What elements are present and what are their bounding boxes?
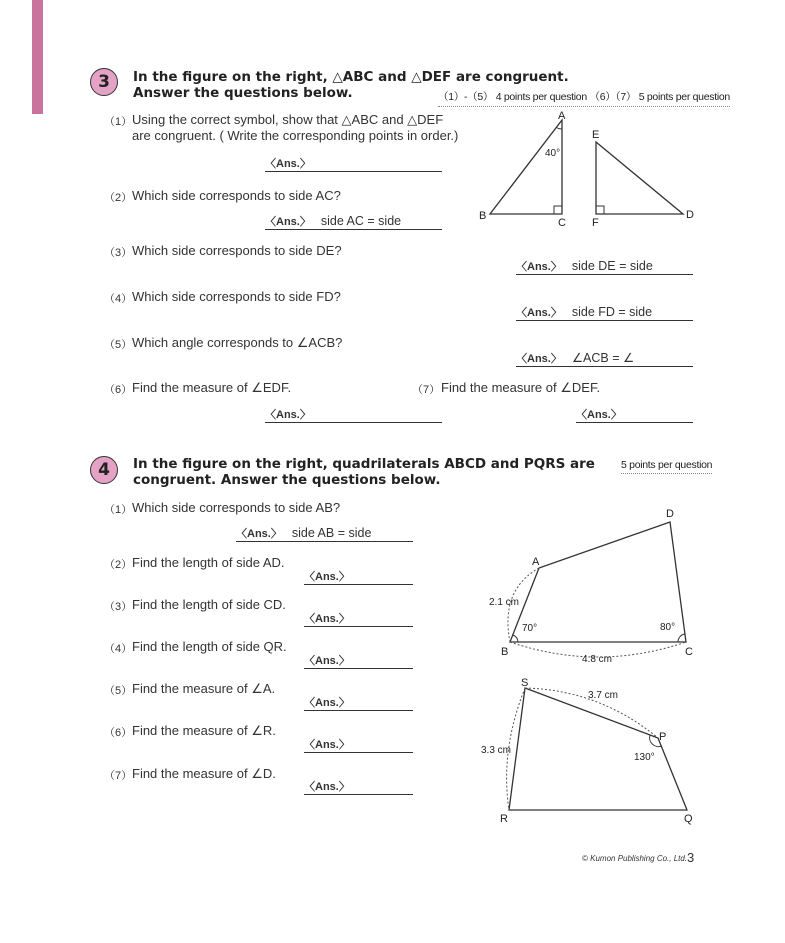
question-text: Find the measure of ∠EDF. [132,380,292,395]
triangles-figure [470,108,700,233]
question-text: Which side corresponds to side AB? [132,500,341,515]
question-number: （4） [104,643,133,655]
section-3-heading-line2: Answer the questions below. [133,85,353,101]
question-number: （7） [104,770,133,782]
question-number: （5） [104,339,133,351]
answer-field-3-7[interactable] [576,406,693,423]
answer-label: 〈Ans.〉 [304,613,350,625]
answer-label: 〈Ans.〉 [304,781,350,793]
vertex-label-e: E [592,129,600,141]
length-label-sr: 3.3 cm [481,745,512,756]
question-text: Find the length of side QR. [132,639,287,654]
vertex-label-c: C [685,646,693,658]
answer-field-4-7[interactable] [304,778,413,795]
vertex-label-b: B [479,210,487,222]
answer-field-3-1[interactable] [265,155,442,172]
length-label-ab: 2.1 cm [489,597,520,608]
answer-field-3-5[interactable] [516,350,693,367]
answer-field-4-6[interactable] [304,736,413,753]
answer-field-4-4[interactable] [304,652,413,669]
question-text: Find the measure of ∠D. [132,766,276,781]
question-text: Find the measure of ∠DEF. [441,380,601,395]
section-3-points: （1）-（5） 4 points per question （6）（7） 5 points per question [438,89,730,107]
question-number: （3） [104,601,133,613]
vertex-label-a: A [558,110,566,122]
question-number: （6） [104,727,133,739]
question-text-line1: Using the correct symbol, show that △ABC and △DEF [132,112,444,127]
question-number: （3） [104,247,133,259]
angle-label-a: 40° [545,148,561,159]
question-number: （1） [104,504,133,516]
question-text: Which side corresponds to side AC? [132,188,341,203]
answer-field-4-1[interactable] [236,525,413,542]
vertex-label-p: P [659,731,667,743]
question-number: （4） [104,293,133,305]
vertex-label-f: F [592,217,599,229]
quadrilateral-pqrs [509,688,687,810]
triangle-abc [490,120,562,214]
answer-field-4-2[interactable] [304,568,413,585]
right-angle-mark-c [554,206,562,214]
answer-label: 〈Ans.〉 [265,158,311,170]
vertex-label-r: R [500,813,508,825]
answer-prefix: side AB = side [291,526,372,540]
angle-label-b: 70° [522,623,538,634]
angle-arc-b [513,635,518,642]
answer-label: 〈Ans.〉 [304,739,350,751]
answer-label: 〈Ans.〉 [576,409,622,421]
section-4-points: 5 points per question [621,459,712,474]
question-text [132,112,458,144]
answer-field-3-3[interactable] [516,258,693,275]
answer-prefix: ∠ACB = ∠ [571,351,635,365]
section-3-heading-line1: In the figure on the right, △ABC and △DEF are congruent. [133,69,569,85]
answer-label: 〈Ans.〉 [304,697,350,709]
section-4-heading-line2: congruent. Answer the questions below. [133,472,441,488]
question-number: （2） [104,559,133,571]
vertex-label-s: S [521,677,529,689]
vertex-label-a: A [532,556,540,568]
vertex-label-d: D [686,209,694,221]
page-accent-bar [32,0,43,114]
question-text: Which side corresponds to side DE? [132,243,342,258]
section-4-heading-line1: In the figure on the right, quadrilaterals ABCD and PQRS are [133,456,595,472]
question-text: Find the measure of ∠R. [132,723,276,738]
question-text: Find the length of side CD. [132,597,286,612]
vertex-label-q: Q [684,813,693,825]
question-text: Which side corresponds to side FD? [132,289,341,304]
section-4-number-badge: 4 [90,456,118,484]
answer-label: 〈Ans.〉 [516,261,562,273]
answer-label: 〈Ans.〉 [516,353,562,365]
vertex-label-b: B [501,646,509,658]
answer-field-4-3[interactable] [304,610,413,627]
question-number: （2） [104,192,133,204]
answer-label: 〈Ans.〉 [265,216,311,228]
question-text: Find the measure of ∠A. [132,681,276,696]
copyright-notice: © Kumon Publishing Co., Ltd. [582,854,688,863]
question-text: Which angle corresponds to ∠ACB? [132,335,343,350]
answer-label: 〈Ans.〉 [304,655,350,667]
answer-prefix: side AC = side [320,214,402,228]
answer-field-3-4[interactable] [516,304,693,321]
answer-label: 〈Ans.〉 [265,409,311,421]
page-number: 3 [687,850,695,865]
question-number: （6） [104,384,133,396]
answer-field-3-6[interactable] [265,406,442,423]
question-text: Find the length of side AD. [132,555,285,570]
question-text-line2: are congruent. ( Write the corresponding points in order.) [132,128,459,143]
right-angle-mark-f [596,206,604,214]
answer-label: 〈Ans.〉 [236,528,282,540]
quadrilaterals-figure [470,500,710,835]
triangle-def [596,142,683,214]
angle-label-p: 130° [634,752,655,763]
section-3-number-badge: 3 [90,68,118,96]
length-label-sp: 3.7 cm [588,690,619,701]
answer-field-3-2[interactable] [265,213,442,230]
angle-arc-c [678,634,685,642]
angle-label-c: 80° [660,622,676,633]
answer-field-4-5[interactable] [304,694,413,711]
answer-prefix: side DE = side [571,259,653,273]
length-label-bc: 4.8 cm [582,654,613,665]
question-number: （5） [104,685,133,697]
answer-prefix: side FD = side [571,305,653,319]
answer-label: 〈Ans.〉 [516,307,562,319]
section-4-heading [133,456,595,488]
vertex-label-d: D [666,508,674,520]
angle-arc-a [557,128,563,130]
question-number: （1） [104,116,133,128]
vertex-label-c: C [558,217,566,229]
answer-label: 〈Ans.〉 [304,571,350,583]
question-number: （7） [412,384,441,396]
